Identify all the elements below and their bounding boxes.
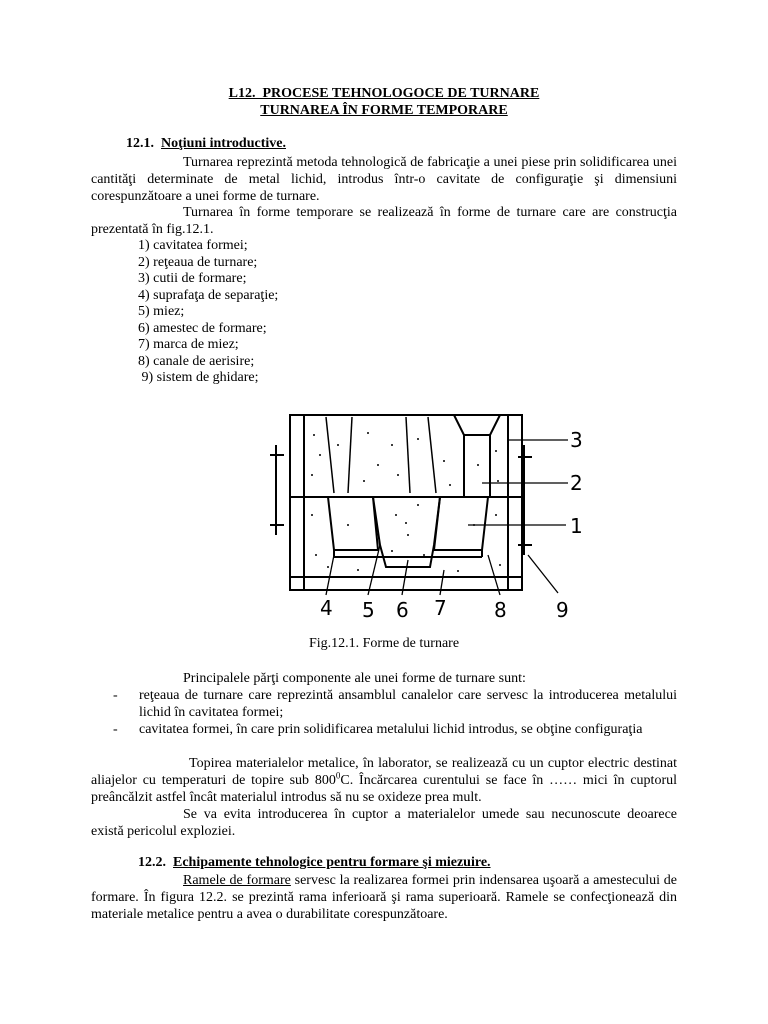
temperature-superscript: 0: [335, 770, 341, 781]
list-item: 3) cutii de formare;: [138, 271, 247, 286]
list-item: 5) miez;: [138, 304, 185, 319]
figure-caption: Fig.12.1. Forme de turnare: [308, 636, 460, 651]
bullet-item: - cavitatea formei, în care prin solidificarea metalului lichid introdus, se obţine configuraţia: [91, 721, 677, 755]
mold-cavity-left: [328, 497, 378, 550]
melting-text-b: C. Încărcarea curentului se face în …… mici în cuptorul preâncălzit astfel încât materialul introdus să nu se oxideze prea mult.: [91, 773, 677, 805]
paragraph-melting: [91, 755, 677, 806]
bullet-text: cavitatea formei, în care prin solidificarea metalului lichid introdus, se obţine configuraţia: [139, 722, 643, 737]
section-1-number: 12.1.: [126, 136, 154, 151]
paragraph-definition-text: Turnarea reprezintă metoda tehnologică de fabricaţie a unei piese prin solidificarea unei cantităţi determinate de metal lichid, introdus într-o cavitate de configuraţie şi dimensiuni corespunzătoare a unei forme de turnare.: [91, 155, 677, 204]
list-item: 4) suprafaţa de separaţie;: [138, 287, 279, 303]
section-2-title: Echipamente tehnologice pentru formare şi miezuire.: [173, 855, 491, 870]
lesson-title: PROCESE TEHNOLOGOCE DE TURNARE: [262, 86, 540, 101]
figure-label: 2: [570, 471, 583, 495]
title-line-2: TURNAREA ÎN FORME TEMPORARE: [260, 103, 508, 118]
list-item: 2) reţeaua de turnare;: [138, 254, 258, 270]
section-2-heading: [138, 855, 491, 871]
paragraph-construction-text: Turnarea în forme temporare se realizează în forme de turnare care are construcţia prezentată în fig.12.1.: [91, 205, 677, 237]
list-item: 1) cavitatea formei;: [138, 238, 248, 253]
figure-label: 9: [556, 598, 569, 622]
figure-label: 3: [570, 428, 583, 452]
flasks-term: Ramele de formare: [183, 873, 291, 888]
figure-label: 8: [494, 598, 507, 622]
figure-label: 6: [396, 598, 409, 622]
bullet-text: reţeaua de turnare care reprezintă ansamblul canalelor care servesc la introducerea metalului lichid în cavitatea formei;: [139, 688, 677, 720]
section-1-title: Noţiuni introductive.: [161, 136, 286, 151]
components-list: [138, 238, 278, 387]
list-item: 6) amestec de formare;: [138, 320, 267, 336]
mold-cavity-right: [434, 497, 488, 550]
section-2-number: 12.2.: [138, 855, 166, 870]
bullet-item: - reţeaua de turnare care reprezintă ansamblul canalelor care servesc la introducerea metalului lichid în cavitatea formei;: [113, 688, 677, 720]
paragraph-definition: [91, 154, 677, 205]
figure-label: 1: [570, 514, 583, 538]
warning-text: Se va evita introducerea în cuptor a materialelor umede sau necunoscute deoarece există pericolul exploziei.: [91, 807, 677, 839]
lesson-number: L12.: [228, 86, 256, 101]
paragraph-flasks: [91, 872, 677, 923]
melting-text-a: Topirea materialelor metalice, în laborator, se realizează cu un cuptor electric destinat aliajelor cu temperaturi de topire sub 800: [91, 756, 677, 788]
components-intro-text: Principalele părţi componente ale unei forme de turnare sunt:: [183, 671, 526, 686]
list-item: 7) marca de miez;: [138, 337, 239, 352]
paragraph-construction: [91, 204, 677, 238]
paragraph-warning: [91, 806, 677, 840]
figure-label: 7: [434, 596, 447, 620]
list-item: 8) canale de aerisire;: [138, 353, 255, 369]
flasks-text: servesc la realizarea formei prin indensarea uşoară a amestecului de formare. În figura 12.2. se prezintă rama inferioară şi rama superioară. Ramele se confecţionează din materiale metalice pentru a avea o durabilitate corespunzătoare.: [91, 873, 677, 922]
figure-label: 4: [320, 596, 333, 620]
casting-mold-figure: [268, 405, 598, 625]
figure-label: 5: [362, 598, 375, 622]
paragraph-components-intro: [91, 670, 677, 687]
title-line-1: [0, 86, 768, 102]
sprue: [454, 415, 464, 497]
list-item: 9) sistem de ghidare;: [138, 370, 259, 385]
section-1-heading: [126, 136, 286, 152]
